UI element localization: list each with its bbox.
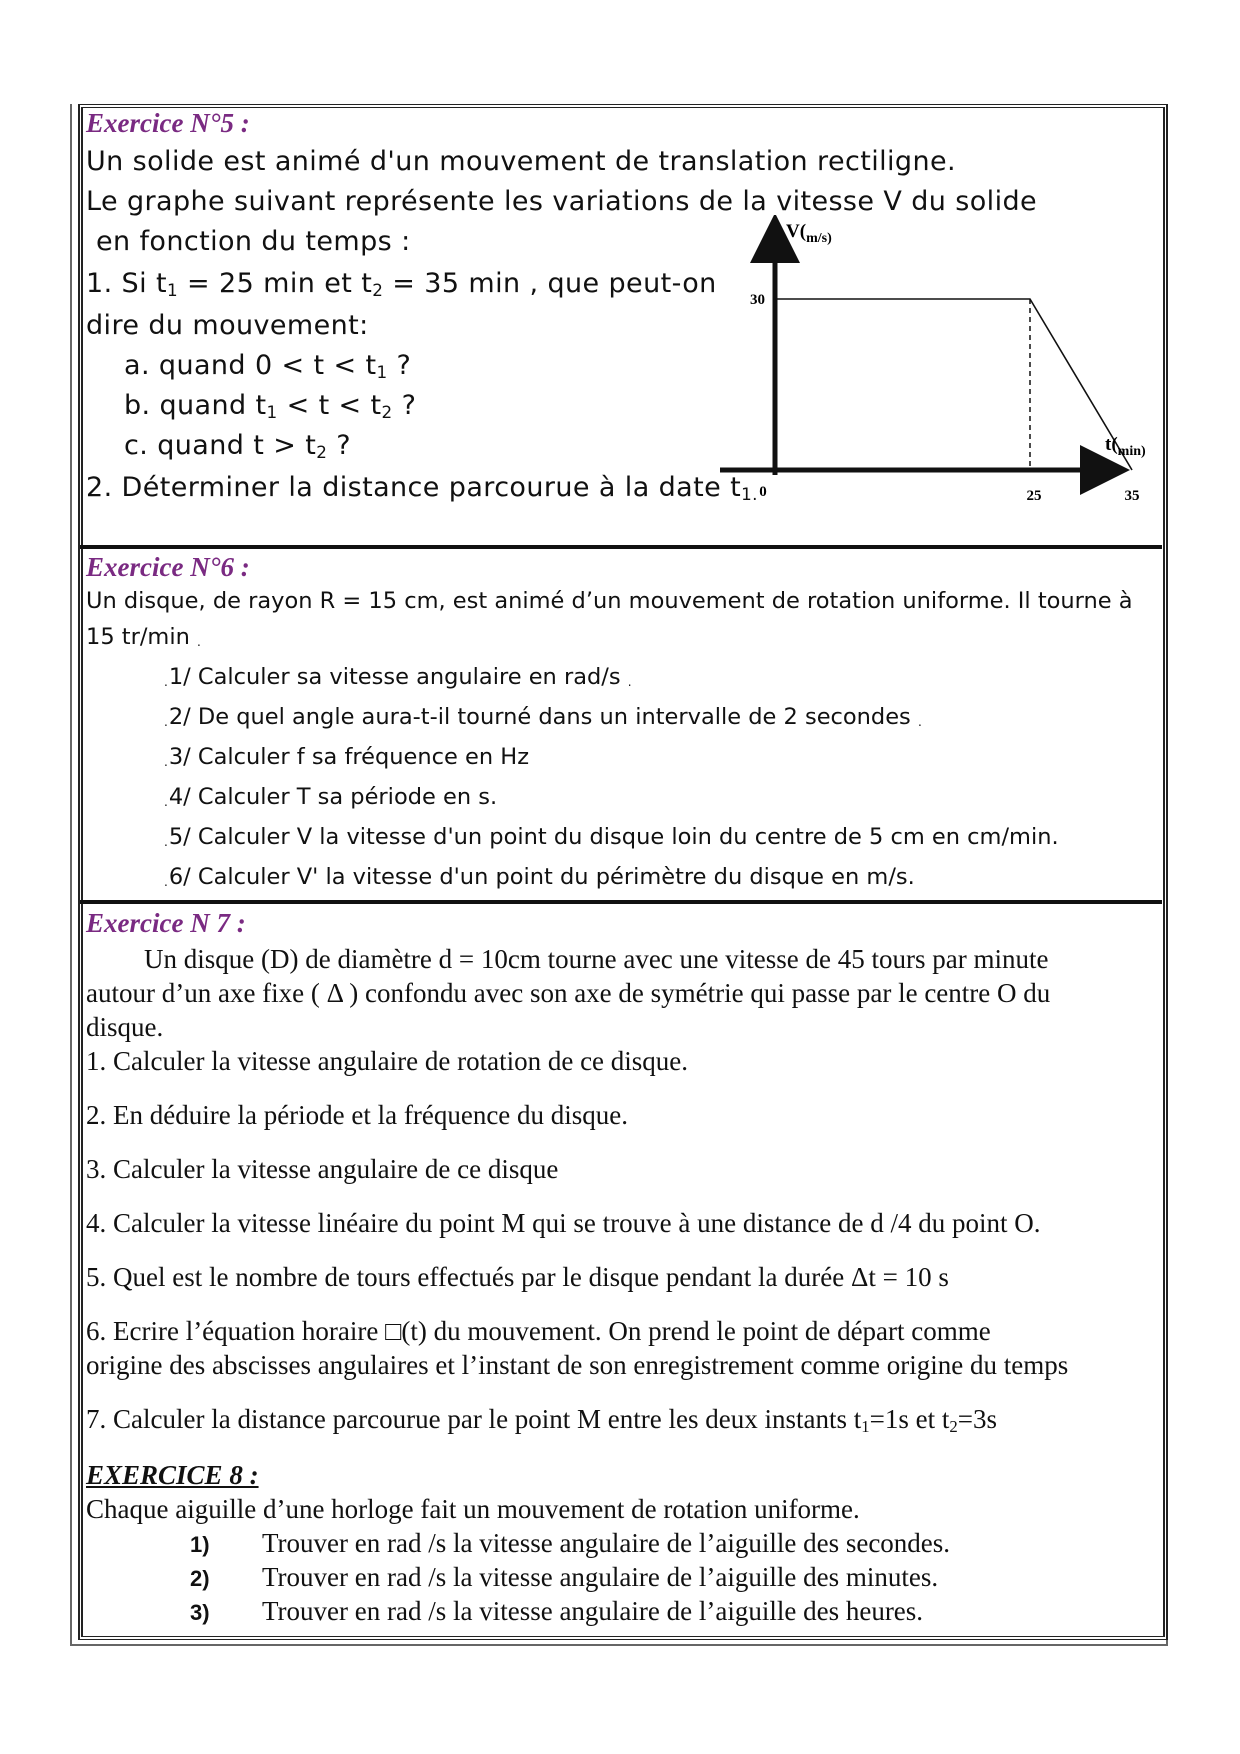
x-axis-label: $t(_{min)}$	[1105, 434, 1146, 459]
ex8-question-1: 1) Trouver en rad /s la vitesse angulaire de l’aiguille des secondes.	[190, 1528, 951, 1558]
exercise-8-title: EXERCICE 8 :	[86, 1460, 259, 1490]
ex6-question-3: .3/ Calculer f sa fréquence en Hz	[164, 744, 530, 770]
ex6-question-6: .6/ Calculer V' la vitesse d'un point du périmètre du disque en m/s.	[164, 864, 915, 890]
exercise-5-title: Exercice N°5 :	[86, 108, 250, 138]
ex6-question-4: .4/ Calculer T sa période en s.	[164, 784, 498, 810]
x-tick-label-35: 35	[1124, 488, 1140, 504]
ex6-question-1: .1/ Calculer sa vitesse angulaire en rad/s .	[164, 664, 632, 690]
ex6-intro-line-1: Un disque, de rayon R = 15 cm, est animé d’un mouvement de rotation uniforme. Il tourne à	[86, 588, 1133, 614]
ex7-question-6-line-1: 6. Ecrire l’équation horaire □(t) du mouvement. On prend le point de départ comme	[86, 1316, 991, 1346]
exercise-7-title: Exercice N 7 :	[86, 908, 246, 938]
ex7-question-1: 1. Calculer la vitesse angulaire de rotation de ce disque.	[86, 1046, 689, 1076]
ex7-question-4: 4. Calculer la vitesse linéaire du point M qui se trouve à une distance de d /4 du point O.	[86, 1208, 1041, 1238]
ex5-question-1a: a. quand $0 < t < t_1$ ?	[124, 350, 412, 383]
ex5-question-1: 1. Si $t_1 = 25$ min et $t_2 = 35$ min , que peut-on	[86, 268, 717, 301]
ex5-question-1-cont: dire du mouvement:	[86, 310, 369, 341]
ex5-line-2: Le graphe suivant représente les variations de la vitesse V du solide	[86, 186, 1038, 217]
ex7-paragraph-line-1: Un disque (D) de diamètre d = 10cm tourne avec une vitesse de 45 tours par minute	[144, 944, 1049, 974]
ex5-line-3: en fonction du temps :	[96, 226, 411, 257]
ex7-question-6-line-2: origine des abscisses angulaires et l’instant de son enregistrement comme origine du temps	[86, 1350, 1069, 1380]
ex7-question-3: 3. Calculer la vitesse angulaire de ce disque	[86, 1154, 559, 1184]
ex7-paragraph-line-2: autour d’un axe fixe ( Δ ) confondu avec son axe de symétrie qui passe par le centre O du	[86, 978, 1051, 1008]
ex7-question-7: 7. Calculer la distance parcourue par le point M entre les deux instants $t_1=1s$ et $t_2=3s$	[86, 1404, 997, 1437]
ex7-question-5: 5. Quel est le nombre de tours effectués par le disque pendant la durée Δt = 10 s	[86, 1262, 949, 1292]
ex5-question-2: 2. Déterminer la distance parcourue à la date $t_{1.}$	[86, 472, 758, 505]
velocity-time-chart	[700, 215, 1160, 510]
separator-ex6-ex7	[80, 900, 1162, 904]
ex6-question-5: .5/ Calculer V la vitesse d'un point du disque loin du centre de 5 cm en cm/min.	[164, 824, 1059, 850]
ex5-question-1b: b. quand $t_1 < t < t_2$ ?	[124, 390, 417, 423]
x-tick-label-25: 25	[1026, 488, 1042, 504]
exercise-6-title: Exercice N°6 :	[86, 552, 250, 582]
ex8-intro: Chaque aiguille d’une horloge fait un mouvement de rotation uniforme.	[86, 1494, 860, 1524]
x-tick-label-0: 0	[759, 484, 767, 500]
velocity-series-line	[775, 299, 1132, 470]
ex5-line-1: Un solide est animé d'un mouvement de translation rectiligne.	[86, 146, 956, 177]
separator-ex5-ex6	[80, 545, 1162, 549]
ex8-question-3: 3) Trouver en rad /s la vitesse angulaire de l’aiguille des heures.	[190, 1596, 924, 1626]
ex5-question-1c: c. quand $t > t_2$ ?	[124, 430, 351, 463]
ex7-question-2: 2. En déduire la période et la fréquence du disque.	[86, 1100, 629, 1130]
ex6-question-2: .2/ De quel angle aura-t-il tourné dans un intervalle de 2 secondes .	[164, 704, 922, 730]
ex8-question-2: 2) Trouver en rad /s la vitesse angulaire de l’aiguille des minutes.	[190, 1562, 939, 1592]
y-tick-label-30: 30	[750, 292, 765, 308]
y-axis-label: $V(_{m/s)}$	[786, 221, 832, 246]
ex6-intro-line-2: 15 tr/min .	[86, 624, 201, 650]
ex7-paragraph-line-3: disque.	[86, 1012, 164, 1042]
